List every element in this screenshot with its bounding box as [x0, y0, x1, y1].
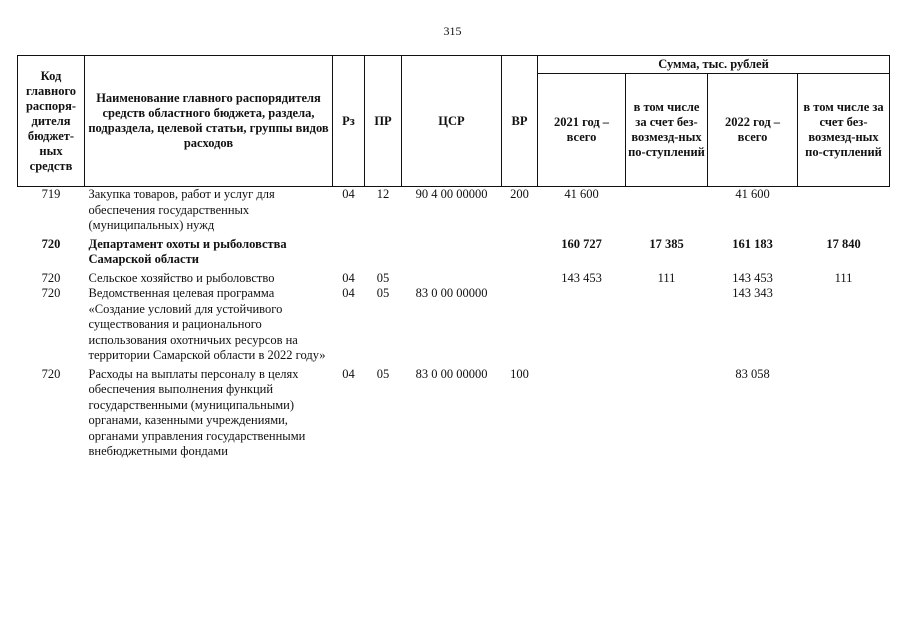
cell-pr: 12	[376, 187, 390, 201]
table-row	[18, 234, 890, 268]
cell-csr: 83 0 00 00000	[415, 286, 488, 300]
cell-kod: 720	[41, 366, 61, 381]
cell-2021-total: 41 600	[564, 187, 599, 201]
cell-rz: 04	[342, 366, 355, 381]
cell-2022-free	[798, 286, 890, 364]
cell-2022-free: 17 840	[826, 236, 861, 251]
cell-vr	[502, 286, 538, 364]
cell-name: Департамент охоты и рыболовства Самарской области	[88, 236, 287, 266]
cell-csr: 83 0 00 00000	[415, 366, 488, 381]
cell-2021-total: 160 727	[561, 236, 602, 251]
cell-vr	[502, 268, 538, 287]
cell-2022-total: 161 183	[732, 236, 773, 251]
header-name: Наименование главного распорядителя средств областного бюджета, раздела, подраздела, целевой статьи, группы видов расходов	[85, 56, 333, 187]
cell-2022-free	[798, 364, 890, 460]
cell-name: Ведомственная целевая программа «Создание условий для устойчивого существования и рационального использования охотничьих ресурсов на территории Самарской области в 2022 году»	[88, 286, 326, 362]
cell-rz: 04	[342, 270, 355, 285]
cell-csr	[402, 234, 502, 268]
cell-pr: 05	[376, 270, 390, 285]
cell-vr	[502, 234, 538, 268]
cell-rz	[333, 234, 365, 268]
cell-pr: 05	[376, 366, 390, 381]
cell-vr: 200	[510, 187, 529, 201]
cell-2021-total: 143 453	[561, 270, 602, 285]
cell-2022-free	[798, 187, 890, 234]
header-2022-free: в том числе за счет без-возмезд-ных по-ступлений	[798, 74, 890, 187]
table-row	[18, 187, 890, 234]
cell-2022-total: 83 058	[735, 366, 770, 381]
cell-name: Закупка товаров, работ и услуг для обеспечения государственных (муниципальных) нужд	[88, 187, 275, 232]
cell-kod: 720	[41, 270, 61, 285]
cell-name: Сельское хозяйство и рыболовство	[88, 270, 275, 285]
cell-name: Расходы на выплаты персоналу в целях обеспечения выполнения функций государственными (муниципальными) органами, казенными учреждениями, органами управления государственными внебюджетными фондами	[88, 366, 306, 458]
cell-2021-free	[626, 286, 708, 364]
header-vr: ВР	[502, 56, 538, 187]
table-row	[18, 268, 890, 287]
cell-csr: 90 4 00 00000	[415, 187, 488, 201]
cell-2021-total	[538, 286, 626, 364]
header-csr: ЦСР	[402, 56, 502, 187]
page-number: 315	[443, 24, 462, 38]
header-2021-total: 2021 год – всего	[538, 74, 626, 187]
cell-kod: 719	[41, 187, 61, 201]
cell-2021-free	[626, 364, 708, 460]
cell-rz: 04	[342, 286, 355, 300]
header-2021-free: в том числе за счет без-возмезд-ных по-ступлений	[626, 74, 708, 187]
header-kod: Код главного распоря-дителя бюджет-ных средств	[18, 56, 85, 187]
budget-table	[17, 55, 890, 460]
cell-pr	[365, 234, 402, 268]
cell-kod: 720	[41, 286, 61, 300]
header-2022-total: 2022 год – всего	[708, 74, 798, 187]
cell-2022-total: 41 600	[735, 187, 770, 201]
cell-pr: 05	[376, 286, 390, 300]
table-row	[18, 286, 890, 364]
cell-2021-free	[626, 187, 708, 234]
cell-2021-free: 17 385	[649, 236, 684, 251]
cell-vr: 100	[510, 366, 529, 381]
header-rz: Рз	[333, 56, 365, 187]
cell-2021-total	[538, 364, 626, 460]
cell-2022-total: 143 453	[732, 270, 773, 285]
cell-2022-total: 143 343	[732, 286, 773, 300]
cell-kod: 720	[41, 236, 61, 251]
cell-2021-free: 111	[657, 270, 676, 285]
header-pr: ПР	[365, 56, 402, 187]
cell-rz: 04	[342, 187, 355, 201]
table-row	[18, 364, 890, 460]
cell-csr	[402, 268, 502, 287]
cell-2022-free: 111	[834, 270, 853, 285]
header-sum: Сумма, тыс. рублей	[538, 56, 890, 74]
